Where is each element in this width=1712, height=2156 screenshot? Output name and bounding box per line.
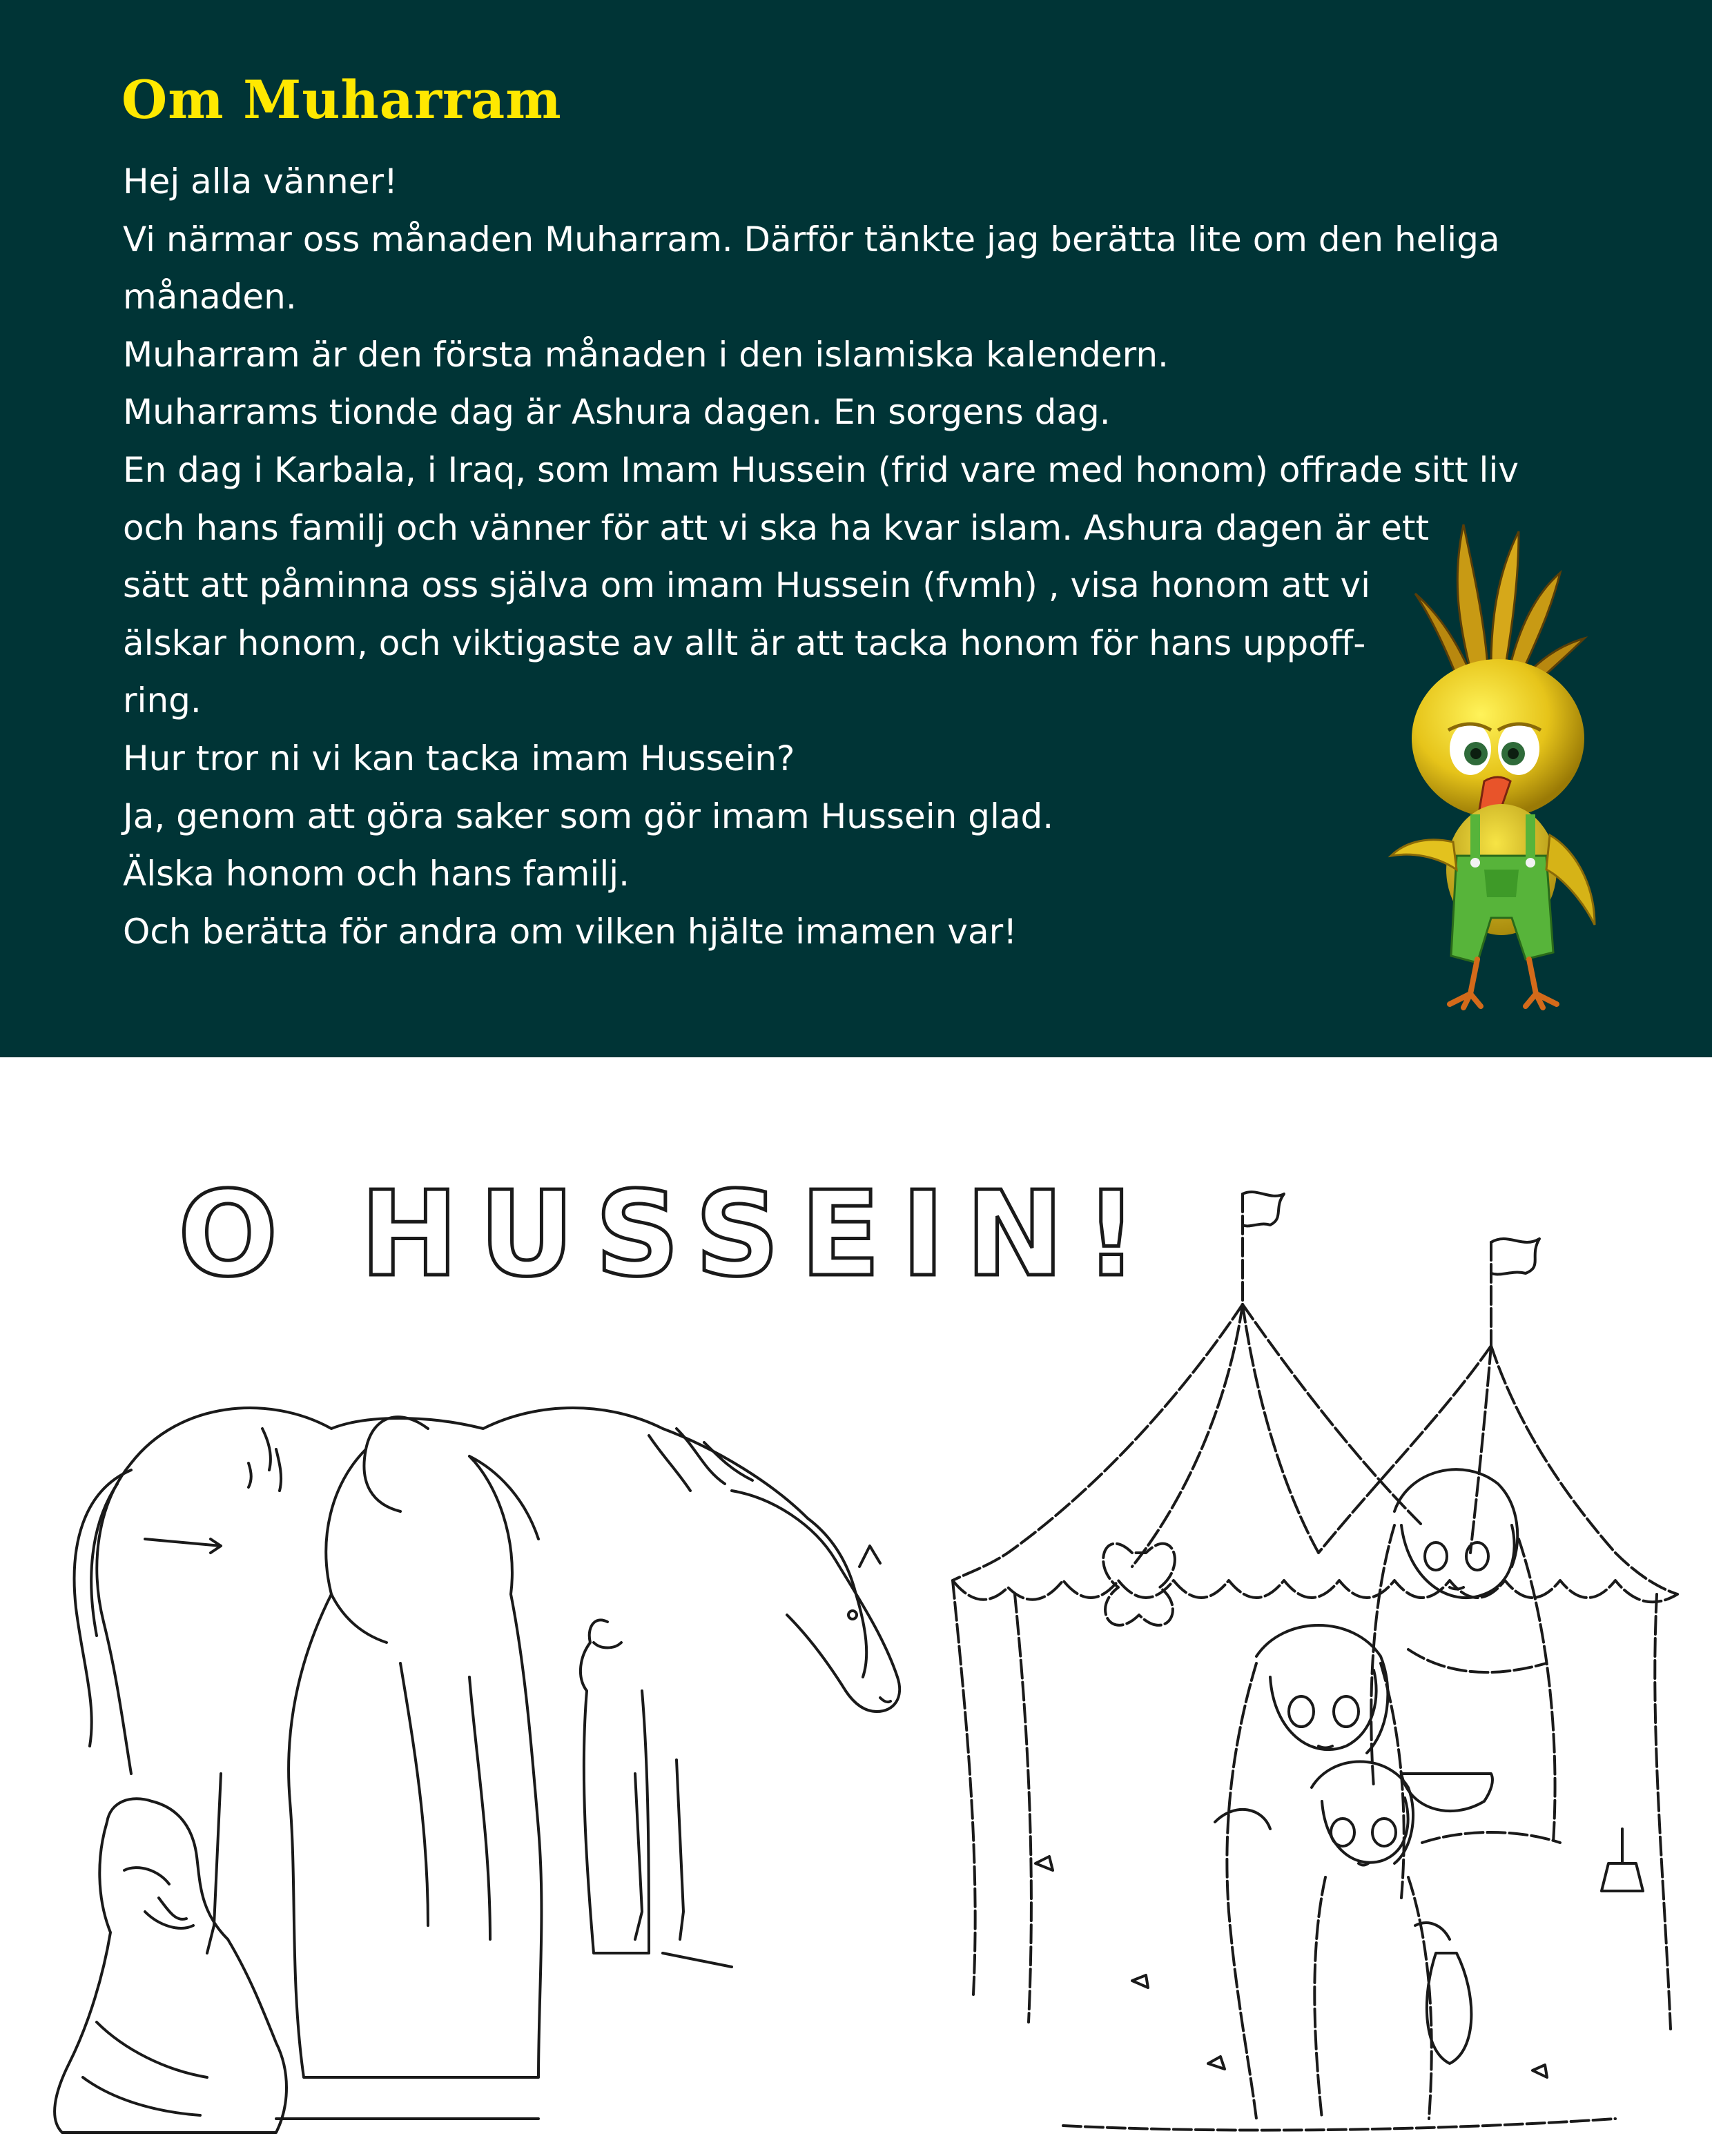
article-line: Muharrams tionde dag är Ashura dagen. En sorgens dag.	[123, 392, 1111, 433]
article-line: ring.	[123, 680, 202, 721]
article-line: sätt att påminna oss själva om imam Hussein (fvmh) , visa honom att vi	[123, 565, 1370, 606]
article-line: Hej alla vänner!	[123, 161, 398, 202]
children-tent-illustration	[925, 1166, 1684, 2139]
article-line: och hans familj och vänner för att vi ska ha kvar islam. Ashura dagen är ett	[123, 507, 1430, 548]
bird-mascot-icon	[1388, 511, 1615, 1015]
article-line: Vi närmar oss månaden Muharram. Därför tänkte jag berätta lite om den heliga	[123, 219, 1500, 259]
article-line: Älska honom och hans familj.	[123, 854, 630, 894]
article-line: älskar honom, och viktigaste av allt är att tacka honom för hans uppoff-	[123, 623, 1366, 663]
article-title: Om Muharram	[121, 69, 562, 130]
article-line: månaden.	[123, 277, 297, 317]
coloring-title: O HUSSEIN!	[178, 1166, 1159, 1303]
article-line: Hur tror ni vi kan tacka imam Hussein?	[123, 738, 795, 778]
intro-panel	[0, 0, 1712, 1057]
article-line: Ja, genom att göra saker som gör imam Hussein glad.	[123, 796, 1054, 836]
article-line: Muharram är den första månaden i den islamiska kalendern.	[123, 334, 1169, 375]
mourning-horse-illustration	[41, 1387, 925, 2139]
article-line: Och berätta för andra om vilken hjälte imamen var!	[123, 911, 1018, 952]
article-line: En dag i Karbala, i Iraq, som Imam Hussein (frid vare med honom) offrade sitt liv	[123, 449, 1519, 490]
